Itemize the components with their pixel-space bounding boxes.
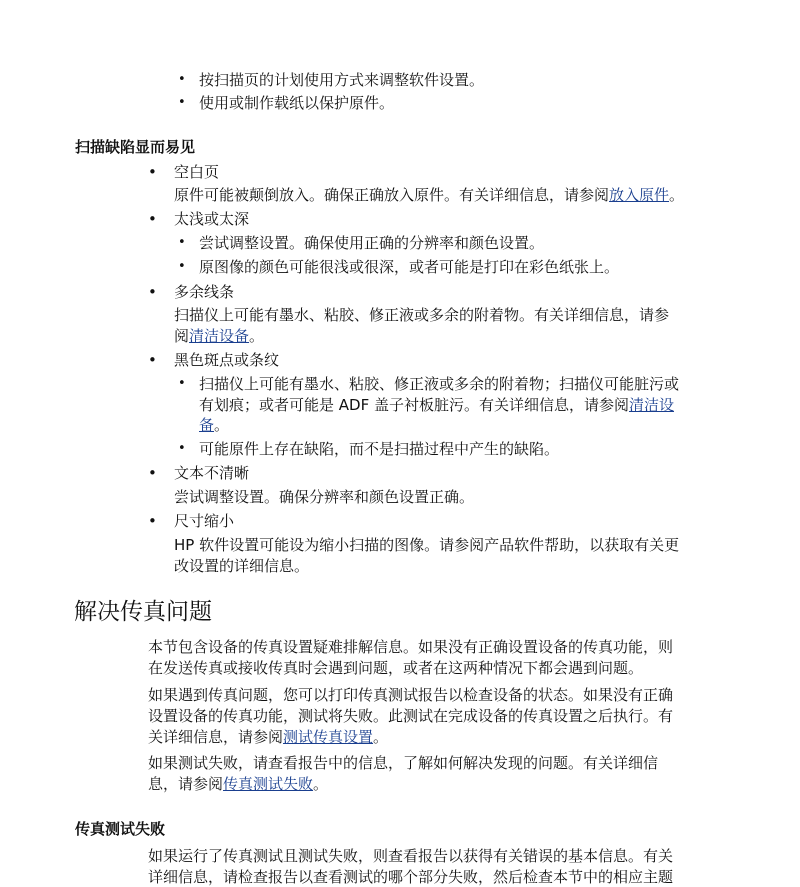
bullet-icon: •	[178, 441, 186, 456]
paragraph-line: 如果测试失败，请查看报告中的信息，了解如何解决发现的问题。有关详细信	[148, 754, 659, 772]
bullet-icon: •	[178, 235, 186, 250]
bullet-icon: •	[178, 376, 186, 391]
paragraph-line: 本节包含设备的传真设置疑难排解信息。如果没有正确设置设备的传真功能，则	[148, 638, 674, 656]
test-fax-setup-link[interactable]: 测试传真设置	[283, 728, 374, 746]
text: 关详细信息，请参阅	[148, 728, 284, 746]
text: 。	[214, 416, 230, 434]
paragraph-line: 设置设备的传真功能，测试将失败。此测试在完成设备的传真设置之后执行。有	[148, 707, 674, 725]
paragraph-line: 详细信息，请检查报告以查看测试的哪个部分失败，然后检查本节中的相应主题	[148, 868, 674, 886]
paragraph-line	[148, 774, 328, 794]
bullet-icon: •	[148, 210, 157, 228]
defect-text-size-reduced-cont: 改设置的详细信息。	[174, 557, 310, 575]
defect-title-blank-page: 空白页	[174, 163, 220, 181]
paragraph-line: 在发送传真或接收传真时会遇到问题，或者在这两种情况下都会遇到问题。	[148, 659, 644, 677]
defect-text-extra-lines-cont	[174, 326, 264, 346]
text: 。	[373, 728, 389, 746]
paragraph-line: 如果遇到传真问题，您可以打印传真测试报告以检查设备的状态。如果没有正确	[148, 686, 674, 704]
bullet-icon: •	[178, 95, 186, 110]
text: 。	[669, 186, 685, 204]
section-heading-scan-defects: 扫描缺陷显而易见	[75, 138, 196, 156]
defect-text-extra-lines: 扫描仪上可能有墨水、粘胶、修正液或多余的附着物。有关详细信息，请参	[174, 306, 670, 324]
defect-title-black-spots: 黑色斑点或条纹	[174, 351, 280, 369]
clean-device-link[interactable]: 清洁设备	[189, 327, 250, 345]
list-item: 按扫描页的计划使用方式来调整软件设置。	[199, 71, 485, 89]
page-title-fax: 解决传真问题	[74, 599, 212, 625]
bullet-icon: •	[148, 464, 157, 482]
paragraph-line	[148, 727, 388, 747]
clean-device-link-cont[interactable]: 备	[199, 416, 215, 434]
defect-text-blank-page	[174, 185, 684, 205]
bullet-icon: •	[178, 72, 186, 87]
bullet-icon: •	[148, 283, 157, 301]
text: 原件可能被颠倒放入。确保正确放入原件。有关详细信息，请参阅	[174, 186, 610, 204]
text: 息，请参阅	[148, 775, 224, 793]
list-item: 扫描仪上可能有墨水、粘胶、修正液或多余的附着物；扫描仪可能脏污或	[199, 375, 680, 393]
defect-title-too-light-dark: 太浅或太深	[174, 210, 250, 228]
defect-title-extra-lines: 多余线条	[174, 283, 235, 301]
bullet-icon: •	[148, 351, 157, 369]
list-item: 原图像的颜色可能很浅或很深，或者可能是打印在彩色纸张上。	[199, 258, 620, 276]
list-item-cont	[199, 395, 674, 415]
paragraph-line: 如果运行了传真测试且测试失败，则查看报告以获得有关错误的基本信息。有关	[148, 847, 674, 865]
fax-test-failed-link[interactable]: 传真测试失败	[223, 775, 314, 793]
clean-device-link[interactable]: 清洁设	[628, 396, 674, 414]
text: 有划痕；或者可能是 ADF 盖子衬板脏污。有关详细信息，请参阅	[199, 396, 629, 414]
text: 阅	[174, 327, 190, 345]
text: 。	[313, 775, 329, 793]
section-heading-fax-test-failed: 传真测试失败	[75, 820, 166, 838]
defect-text-size-reduced: HP 软件设置可能设为缩小扫描的图像。请参阅产品软件帮助，以获取有关更	[174, 536, 680, 554]
bullet-icon: •	[178, 259, 186, 274]
bullet-icon: •	[148, 512, 157, 530]
load-original-link[interactable]: 放入原件	[609, 186, 670, 204]
defect-title-size-reduced: 尺寸缩小	[174, 512, 235, 530]
text: 。	[249, 327, 265, 345]
bullet-icon: •	[148, 163, 157, 181]
list-item: 可能原件上存在缺陷，而不是扫描过程中产生的缺陷。	[199, 440, 560, 458]
defect-title-unclear-text: 文本不清晰	[174, 464, 250, 482]
defect-text-unclear-text: 尝试调整设置。确保分辨率和颜色设置正确。	[174, 488, 475, 506]
list-item-cont	[199, 415, 229, 435]
list-item: 尝试调整设置。确保使用正确的分辨率和颜色设置。	[199, 234, 545, 252]
list-item: 使用或制作载纸以保护原件。	[199, 94, 395, 112]
